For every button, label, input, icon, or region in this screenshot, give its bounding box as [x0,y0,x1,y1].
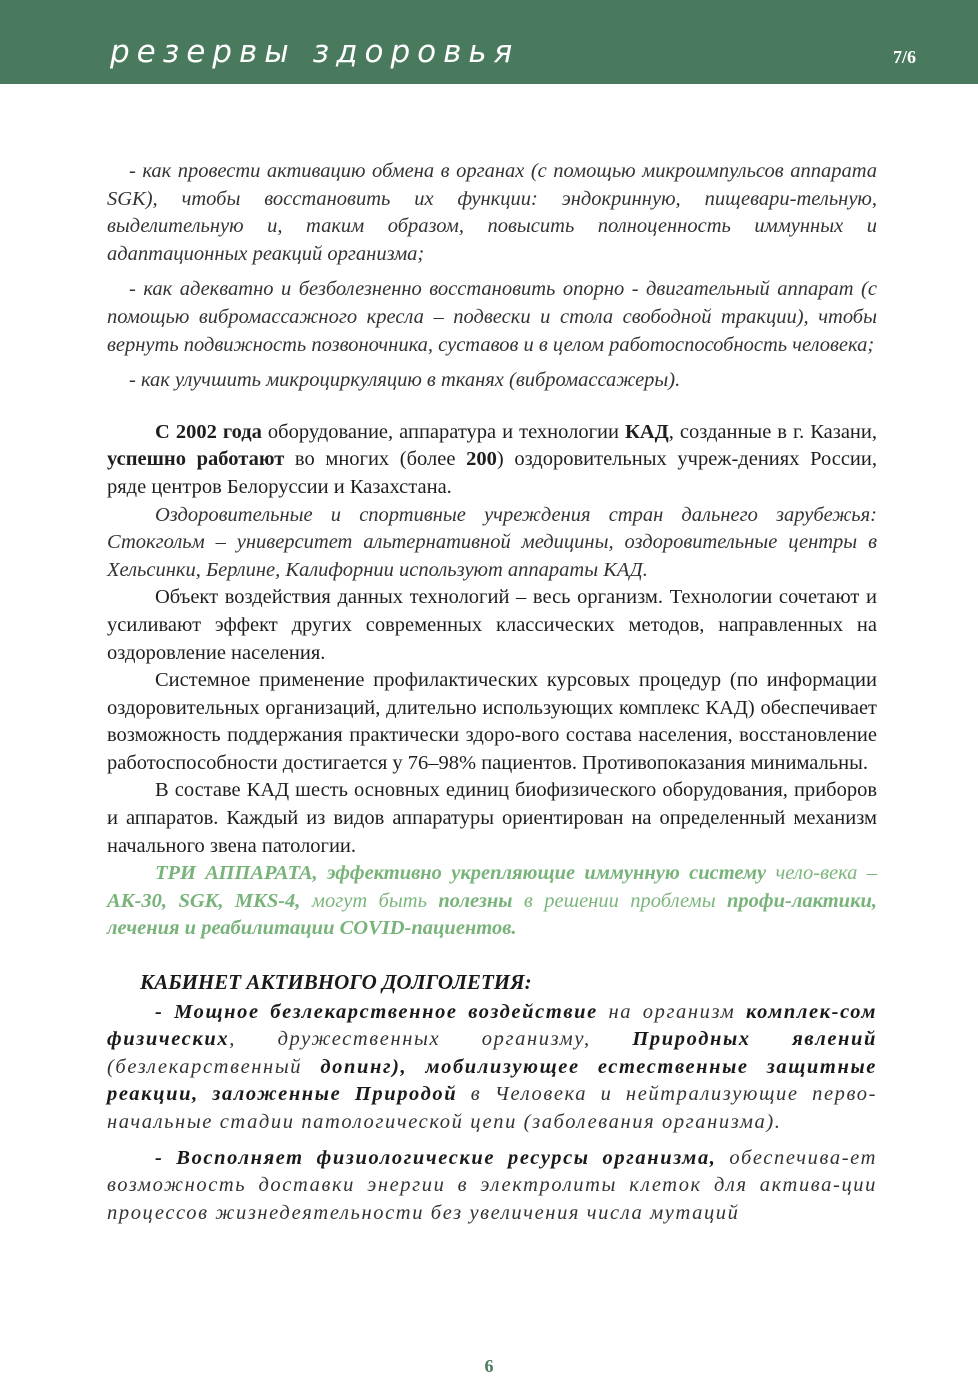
page-content [107,158,877,1227]
p6-bold-1: ТРИ АППАРАТА, эффективно укрепляющие иммунную систему [155,862,767,885]
section-heading: КАБИНЕТ АКТИВНОГО ДОЛГОЛЕТИЯ: [140,970,532,995]
p6-bold-4: профи-лактики, лечения и реабилитации COVID-пациентов. [107,889,877,940]
p7-bold-4: допинг), мобилизующее естественные защитные реакции, заложенные Природой [107,1055,877,1106]
p7-bold-2: комплек-сом физических [107,1000,877,1051]
p1-text-4: ) оздоровительных учреж-дениях России, ряде центров Белоруссии и Казахстана. [107,448,877,498]
p7-text-4: в Человека и нейтрализующие перво-начальные стадии патологической цепи (заболевания организма). [107,1083,877,1133]
paragraph-restores-resources [107,1145,877,1228]
p6-text-2: могут быть [300,889,439,912]
p6-text-1: чело-века – [766,862,877,885]
p7-text-3: (безлекарственный [107,1055,321,1078]
p8-bold-1: - Восполняет физиологические ресурсы организма, [155,1146,717,1169]
p7-text-1: на организм [597,1000,746,1023]
header-bar [0,0,978,84]
p6-text-3: в решении проблемы [512,889,728,912]
p7-bold-3: Природных явлений [632,1028,877,1051]
p1-bold-2: КАД [624,420,669,443]
p1-bold-4: 200 [466,448,497,471]
paragraph-powerful-impact [107,999,877,1137]
p1-text-3: во многих (более [284,448,467,471]
paragraph-six-units: В составе КАД шесть основных единиц биофизического оборудования, приборов и аппаратов. Каждый из видов аппаратуры ориентирован на определенный механизм начального звена патологии. [107,779,877,857]
p1-bold-1: С 2002 года [155,420,262,443]
paragraph-since-2002 [107,419,877,502]
p1-text-2: , созданные в г. Казани, [668,420,877,443]
header-page-label: 7/6 [892,47,916,67]
running-title: резервы здоровья [110,34,520,70]
intro-item-2: - как адекватно и безболезненно восстановить опорно - двигательный аппарат (с помощью вибромассажного кресла – подвески и стола свободной тракции), чтобы вернуть подвижность позвоночника, суставов и в целом работоспособность человека; [107,278,877,356]
p6-bold-2: АК-30, SGK, MKS-4, [107,889,301,912]
p1-bold-3: успешно работают [107,448,285,471]
intro-item-3: - как улучшить микроциркуляцию в тканях (вибромассажеры). [129,369,681,392]
paragraph-foreign-centers: Оздоровительные и спортивные учреждения стран дальнего зарубежья: Стокгольм – университет альтернативной медицины, оздоровительные центры в Хельсинки, Берлине, Калифорнии используют аппараты КАД. [107,503,877,581]
paragraph-object: Объект воздействия данных технологий – весь организм. Технологии сочетают и усиливают эффект других современных классических методов, направленных на оздоровление населения. [107,586,877,664]
p7-text-2: , дружественных организму, [229,1028,633,1051]
paragraph-three-devices [107,860,877,943]
page-number: 6 [484,1356,494,1376]
p1-text-1: оборудование, аппаратура и технологии [261,420,625,443]
p8-text-1: обеспечива-ет возможность доставки энергии в электролиты клеток для актива-ции процессов жизнедеятельности без увеличения числа мутаций [107,1146,877,1224]
paragraph-systemic-use: Системное применение профилактических курсовых процедур (по информации оздоровительных организаций, длительно использующих комплекс КАД) обеспечивает возможность поддержания практически здоро-вого состава населения, восстановление работоспособности достигается у 76–98% пациентов. Противопоказания минимальны. [107,669,877,774]
intro-item-1: - как провести активацию обмена в органах (с помощью микроимпульсов аппарата SGK), чтобы восстановить их функции: эндокринную, пищевари-тельную, выделительную и, таким образом, повысить полноценность иммунных и адаптационных реакций организма; [107,160,877,265]
p7-bold-1: - Мощное безлекарственное воздействие [155,1000,598,1023]
p6-bold-3: полезны [438,889,513,912]
